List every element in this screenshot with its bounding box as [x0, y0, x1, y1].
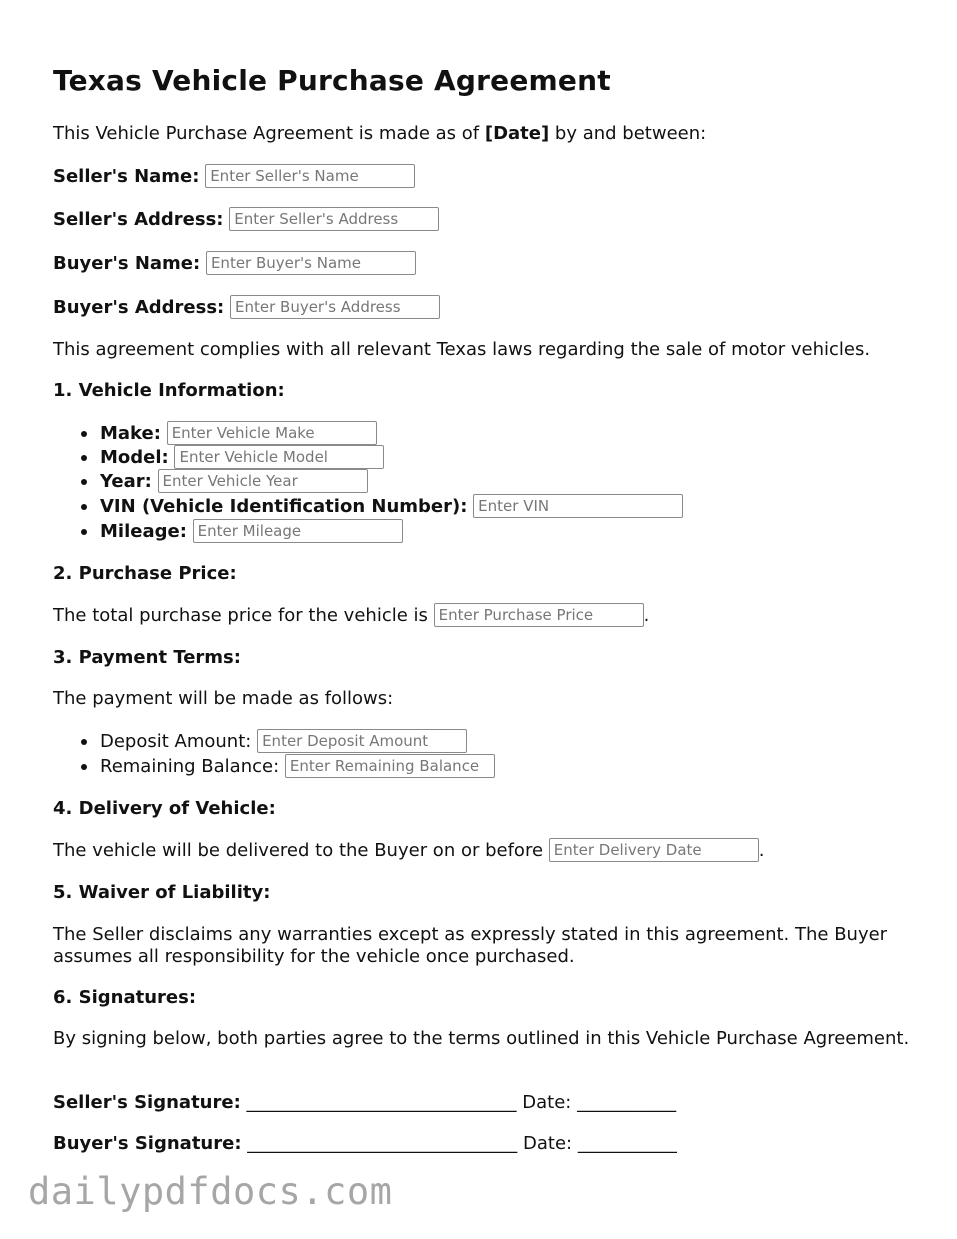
watermark: dailypdfdocs.com [28, 1170, 393, 1213]
buyer-address-label: Buyer's Address: [53, 297, 225, 318]
vehicle-year-item [100, 470, 368, 494]
compliance-text: This agreement complies with all relevant Texas laws regarding the sale of motor vehicles. [53, 339, 871, 360]
buyer-date-line[interactable]: ___________ [577, 1133, 677, 1154]
buyer-signature-line[interactable]: ______________________________ [247, 1133, 518, 1154]
seller-name-label: Seller's Name: [53, 166, 200, 187]
seller-name-row [53, 165, 415, 189]
vehicle-mileage-item [100, 520, 403, 544]
vehicle-make-label: Make: [100, 423, 161, 444]
purchase-price-text: The total purchase price for the vehicle is [53, 605, 434, 626]
buyer-address-input[interactable] [230, 295, 440, 319]
seller-date-line[interactable]: ___________ [577, 1092, 677, 1113]
purchase-price-line [53, 604, 649, 628]
buyer-signature-row [53, 1133, 677, 1155]
purchase-price-input[interactable] [434, 603, 644, 627]
vehicle-make-item [100, 422, 377, 446]
vehicle-year-label: Year: [100, 471, 152, 492]
buyer-date-label: Date: [523, 1133, 573, 1154]
document-title: Texas Vehicle Purchase Agreement [53, 64, 611, 97]
vehicle-mileage-input[interactable] [193, 519, 403, 543]
section3-heading: 3. Payment Terms: [53, 647, 241, 668]
vehicle-make-input[interactable] [167, 421, 377, 445]
vehicle-vin-input[interactable] [473, 494, 683, 518]
buyer-signature-label: Buyer's Signature: [53, 1133, 242, 1154]
purchase-price-period: . [643, 605, 650, 626]
deposit-amount-input[interactable] [257, 729, 467, 753]
buyer-name-input[interactable] [206, 251, 416, 275]
seller-address-label: Seller's Address: [53, 209, 224, 230]
vehicle-model-item [100, 446, 384, 470]
buyer-address-row [53, 296, 440, 320]
remaining-balance-label: Remaining Balance: [100, 756, 280, 777]
deposit-amount-label: Deposit Amount: [100, 731, 252, 752]
seller-name-input[interactable] [205, 164, 415, 188]
buyer-name-label: Buyer's Name: [53, 253, 201, 274]
delivery-text: The vehicle will be delivered to the Buyer on or before [53, 840, 549, 861]
intro-text-before: This Vehicle Purchase Agreement is made as of [53, 123, 485, 144]
vehicle-model-label: Model: [100, 447, 169, 468]
vehicle-vin-item [100, 495, 683, 519]
seller-signature-line[interactable]: ______________________________ [246, 1092, 517, 1113]
delivery-date-input[interactable] [549, 838, 759, 862]
section6-heading: 6. Signatures: [53, 987, 197, 1008]
intro-line [53, 123, 706, 145]
section1-heading: 1. Vehicle Information: [53, 380, 285, 401]
delivery-line [53, 839, 764, 863]
buyer-name-row [53, 252, 416, 276]
intro-text-after: by and between: [549, 123, 707, 144]
vehicle-model-input[interactable] [174, 445, 384, 469]
vehicle-mileage-label: Mileage: [100, 521, 187, 542]
payment-terms-text: The payment will be made as follows: [53, 688, 394, 709]
seller-signature-row [53, 1092, 676, 1114]
seller-date-label: Date: [522, 1092, 572, 1113]
seller-address-row [53, 208, 439, 232]
remaining-balance-item [100, 755, 495, 779]
remaining-balance-input[interactable] [285, 754, 495, 778]
seller-signature-label: Seller's Signature: [53, 1092, 241, 1113]
seller-address-input[interactable] [229, 207, 439, 231]
deposit-amount-item [100, 730, 467, 754]
section2-heading: 2. Purchase Price: [53, 563, 237, 584]
section5-heading: 5. Waiver of Liability: [53, 882, 271, 903]
intro-date-placeholder: [Date] [484, 123, 550, 144]
waiver-text: The Seller disclaims any warranties except as expressly stated in this agreement. The Buyer assumes all responsibility for the vehicle once purchased. [53, 924, 888, 967]
signatures-text: By signing below, both parties agree to the terms outlined in this Vehicle Purchase Agreement. [53, 1028, 910, 1049]
section4-heading: 4. Delivery of Vehicle: [53, 798, 276, 819]
vehicle-year-input[interactable] [158, 469, 368, 493]
delivery-period: . [758, 840, 765, 861]
vehicle-vin-label: VIN (Vehicle Identification Number): [100, 496, 468, 517]
